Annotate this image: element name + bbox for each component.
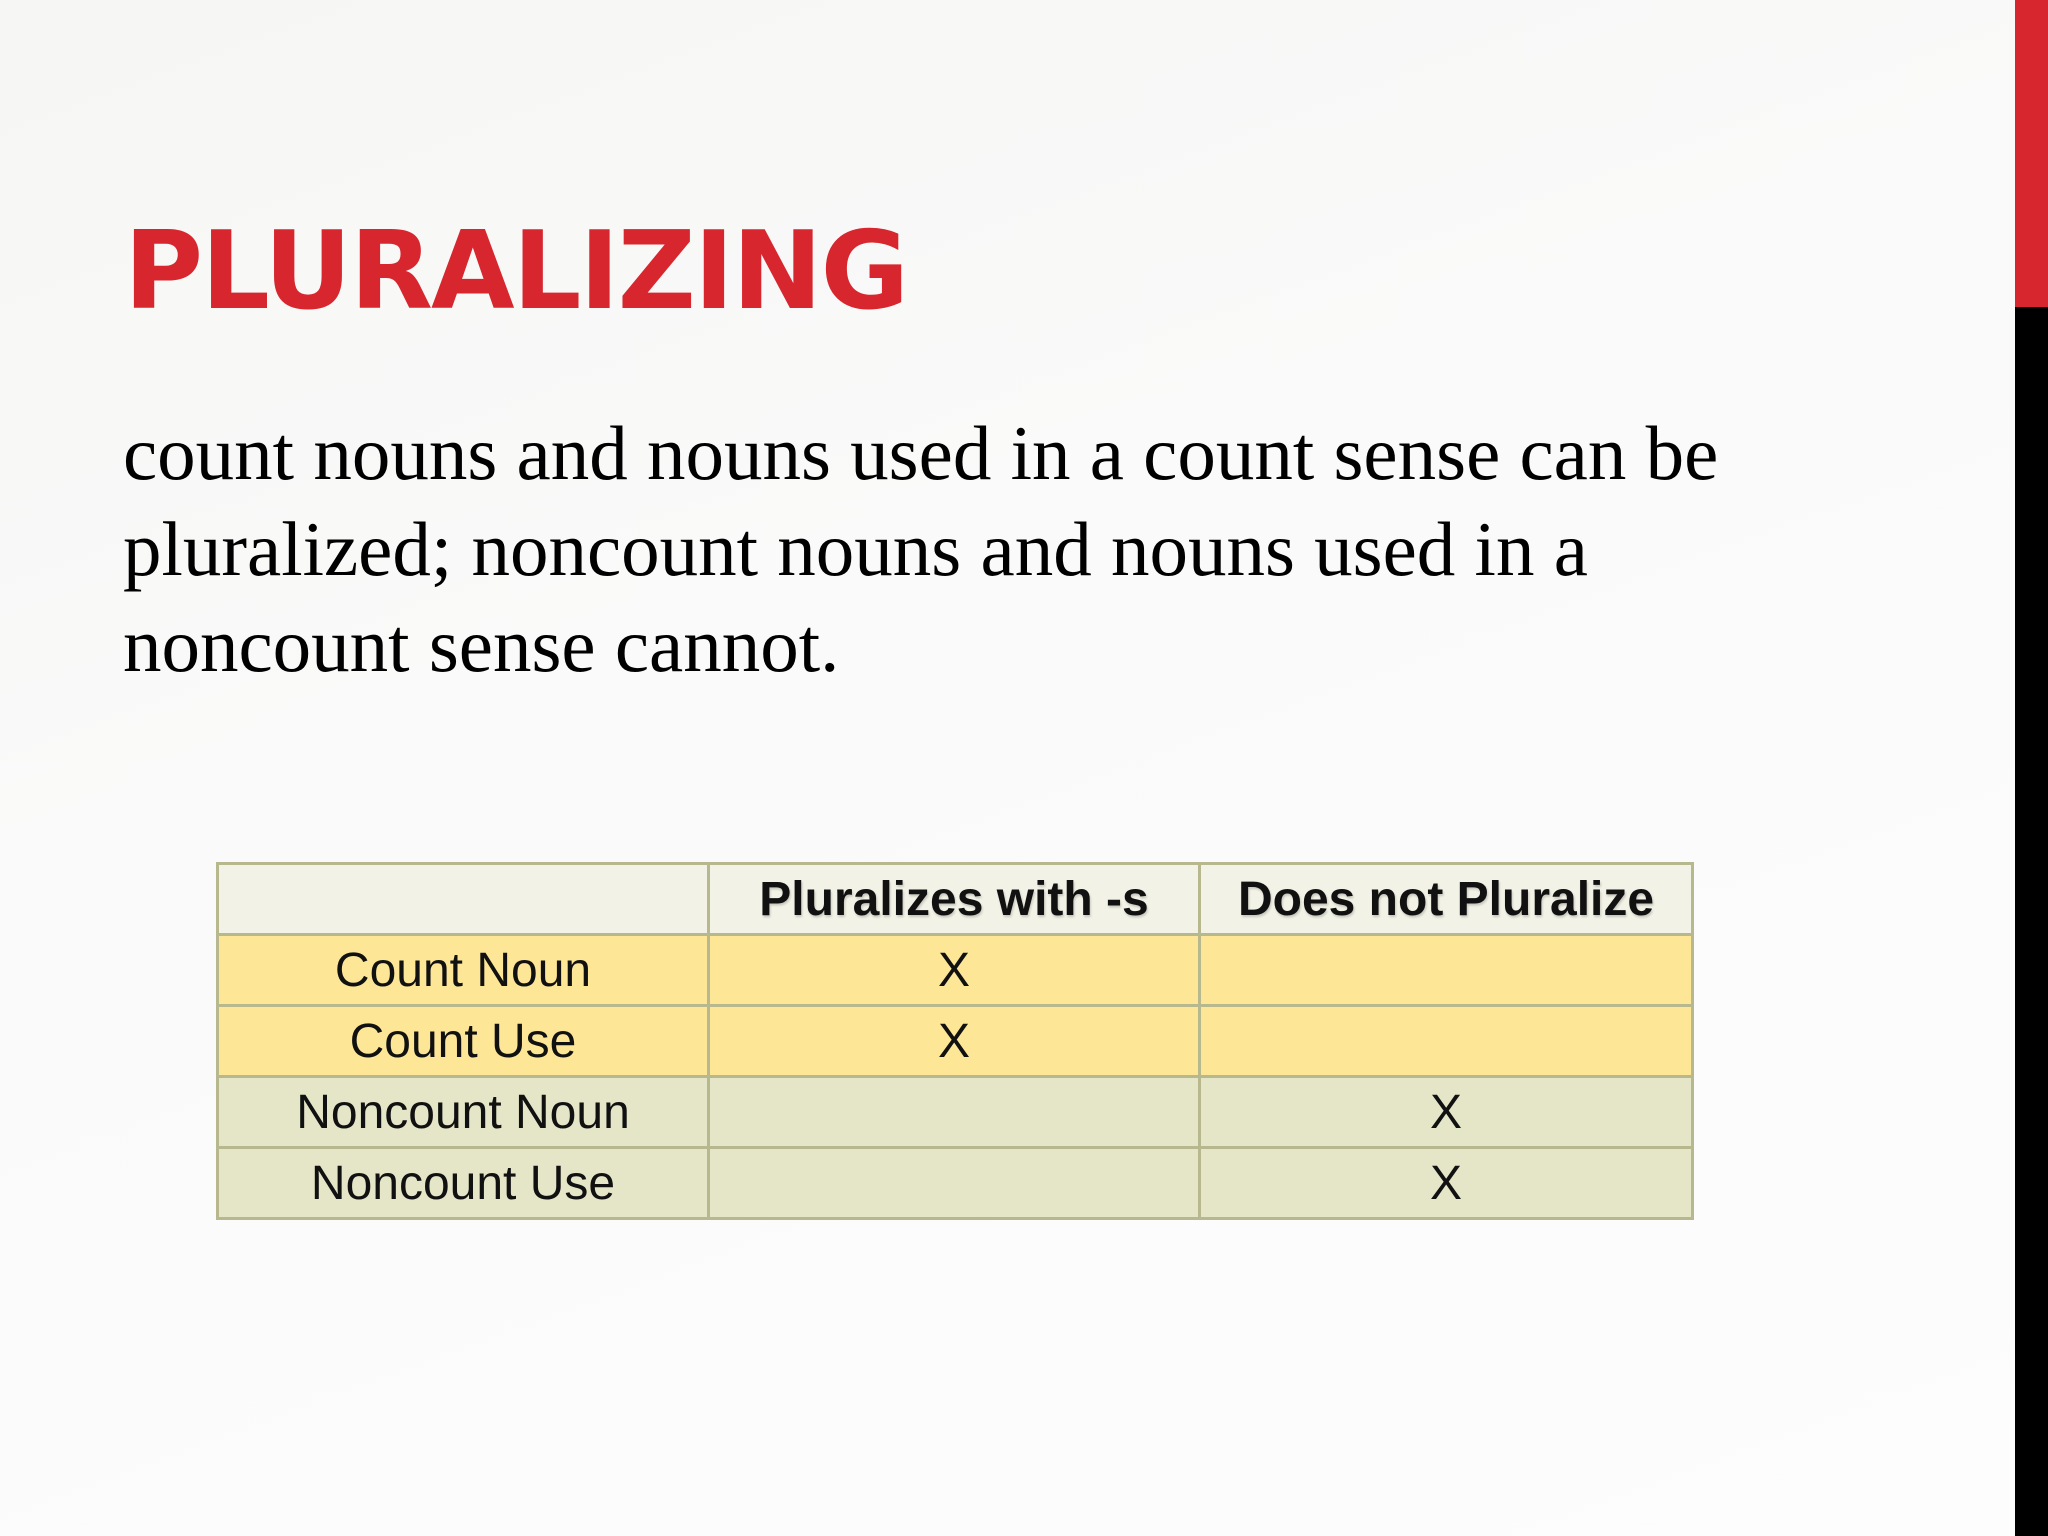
does-not-cell: X bbox=[1200, 1148, 1693, 1219]
slide-title: PLURALIZING bbox=[124, 209, 908, 334]
row-label: Noncount Noun bbox=[218, 1077, 709, 1148]
table-header-does-not: Does not Pluralize bbox=[1200, 864, 1693, 935]
pluralizes-cell: X bbox=[708, 1006, 1199, 1077]
row-label: Count Use bbox=[218, 1006, 709, 1077]
does-not-cell bbox=[1200, 1006, 1693, 1077]
table-header-pluralizes: Pluralizes with -s bbox=[708, 864, 1199, 935]
pluralizes-cell bbox=[708, 1077, 1199, 1148]
pluralizing-table bbox=[216, 862, 1694, 1220]
table-header-row bbox=[218, 864, 1693, 935]
table-header-empty bbox=[218, 864, 709, 935]
pluralizes-cell bbox=[708, 1148, 1199, 1219]
does-not-cell: X bbox=[1200, 1077, 1693, 1148]
slide-body-text: count nouns and nouns used in a count sense can be pluralized; noncount nouns and nouns used in a noncount sense cannot. bbox=[123, 410, 1719, 688]
row-label: Noncount Use bbox=[218, 1148, 709, 1219]
does-not-cell bbox=[1200, 935, 1693, 1006]
table-row bbox=[218, 1148, 1693, 1219]
table-row bbox=[218, 935, 1693, 1006]
row-label: Count Noun bbox=[218, 935, 709, 1006]
edge-bar-accent bbox=[2015, 0, 2048, 307]
table-row bbox=[218, 1006, 1693, 1077]
table-row bbox=[218, 1077, 1693, 1148]
pluralizes-cell: X bbox=[708, 935, 1199, 1006]
